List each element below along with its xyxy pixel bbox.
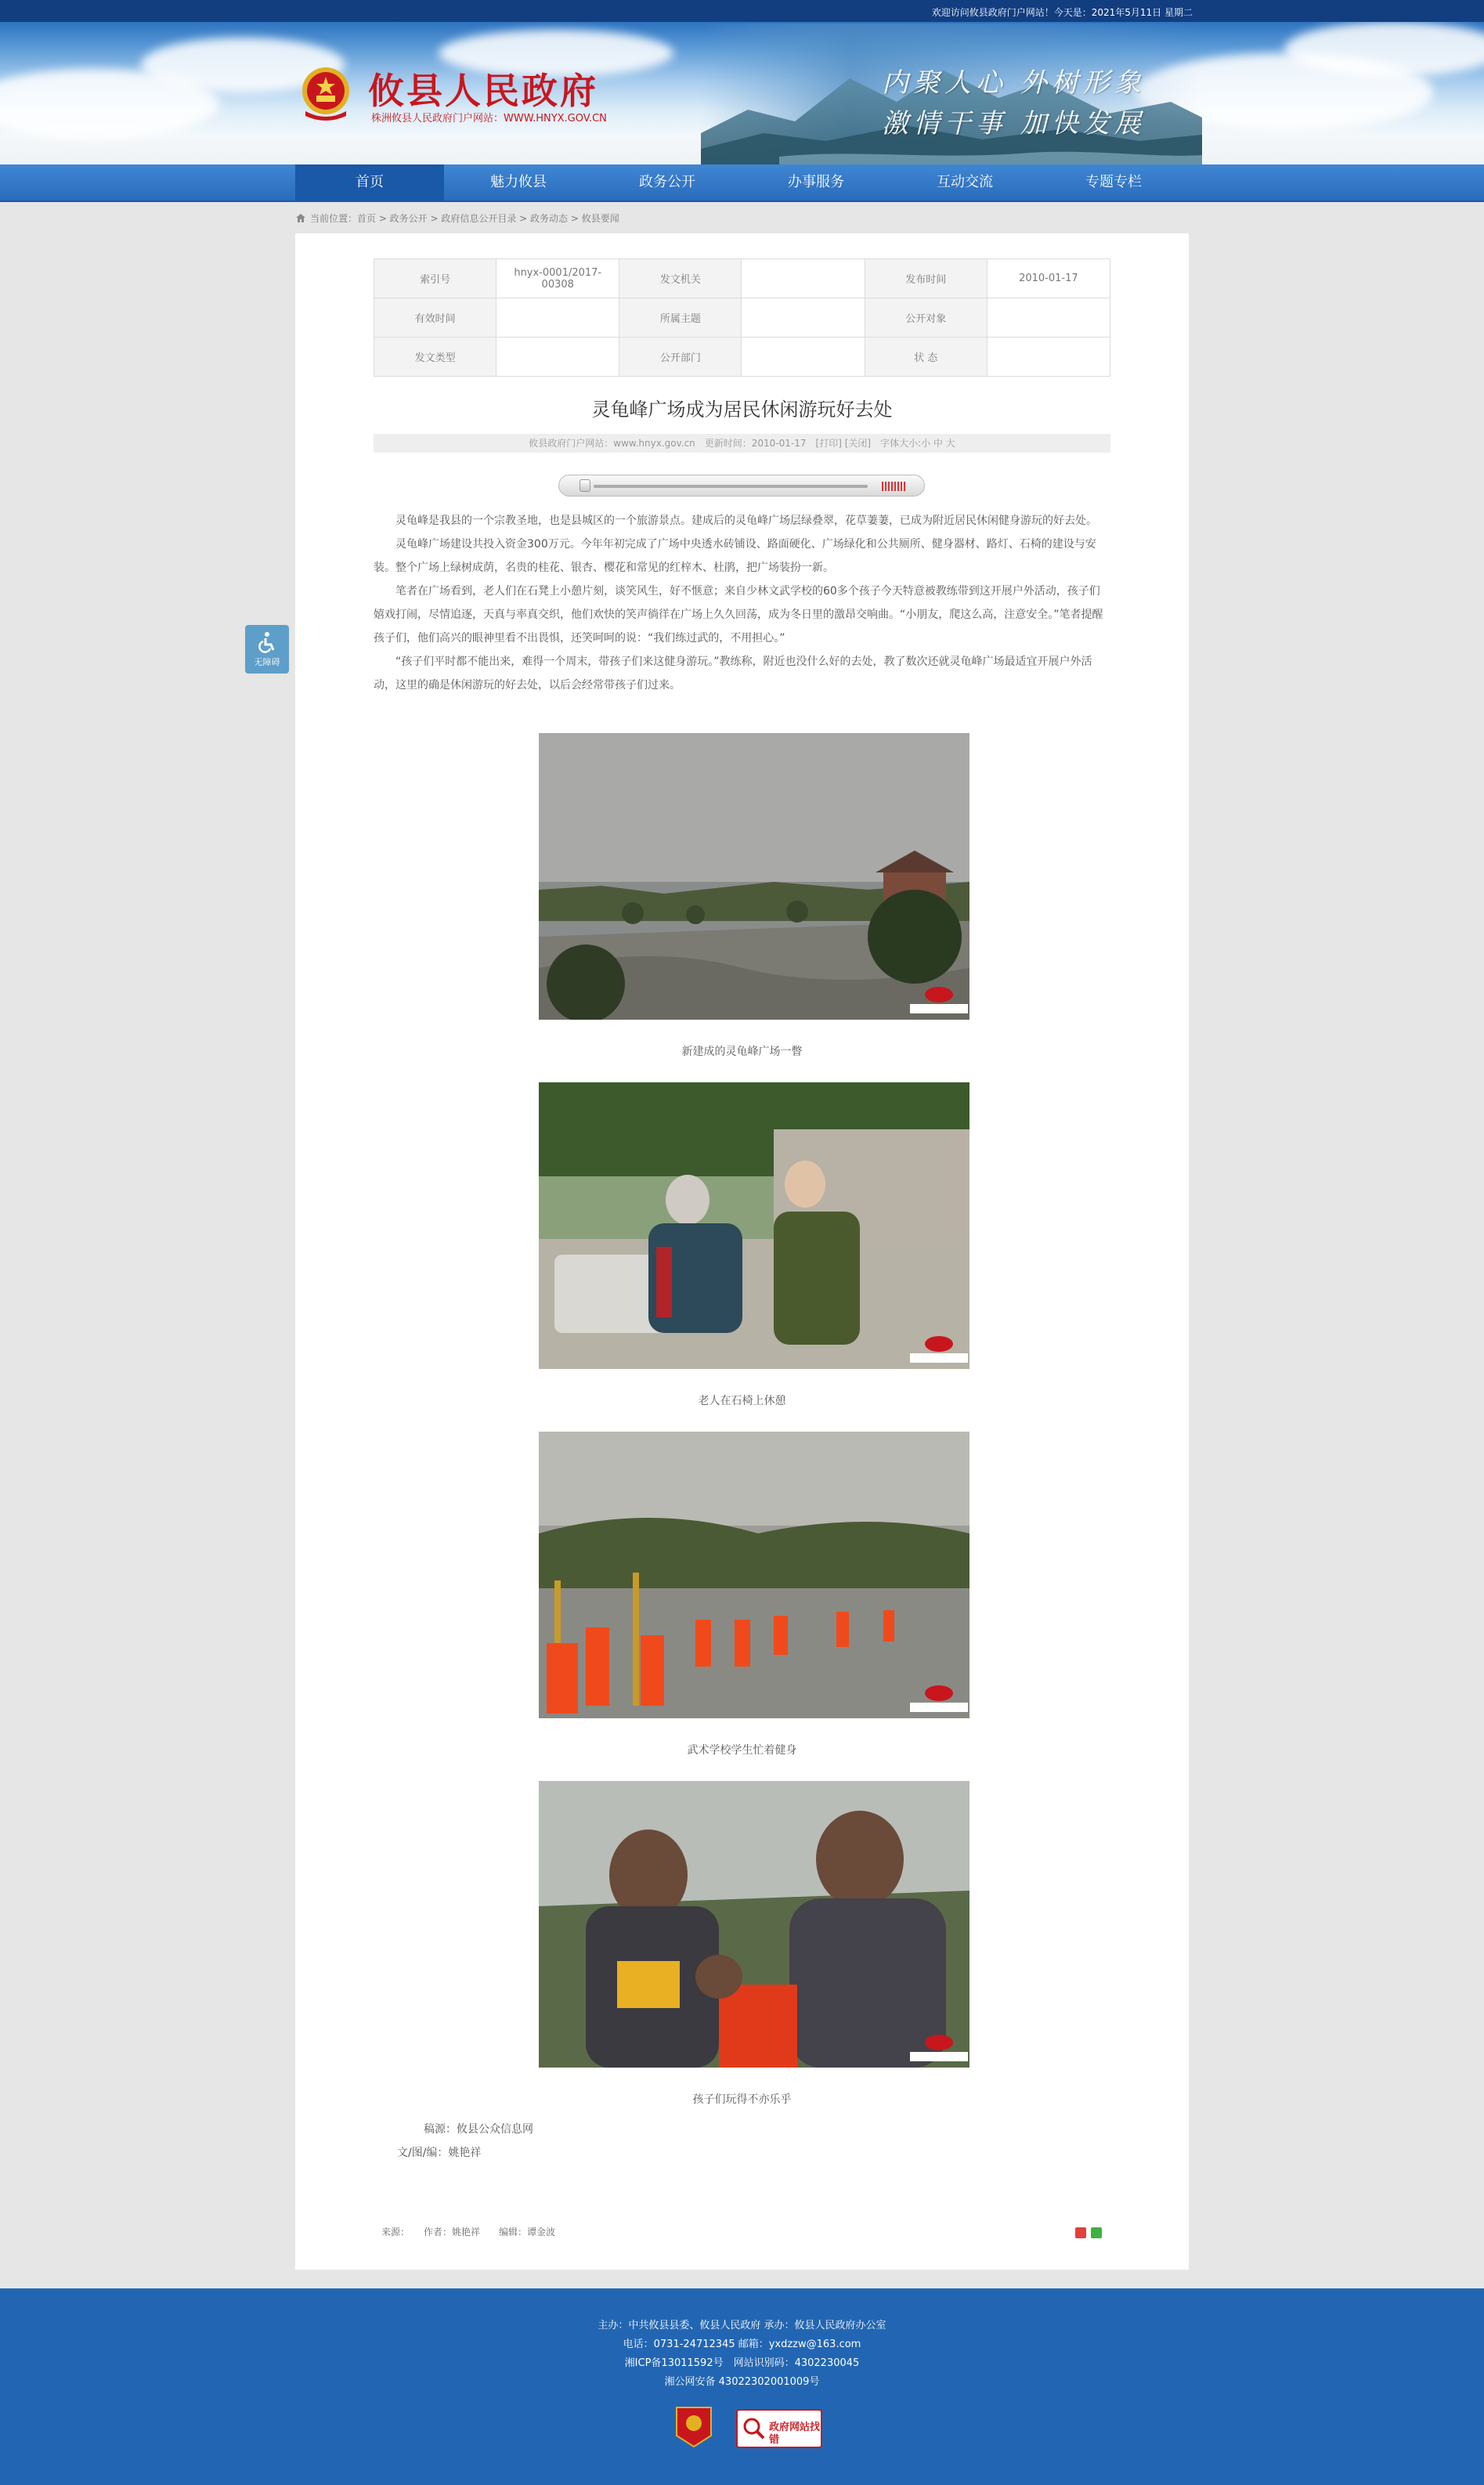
photo-caption: 孩子们玩得不亦乐乎 xyxy=(692,2093,792,2106)
meta-label: 公开部门 xyxy=(619,338,742,377)
welcome-message: 欢迎访问攸县政府门户网站！今天是：2021年5月11日 星期二 xyxy=(931,7,1193,18)
nav-item-charm[interactable]: 魅力攸县 xyxy=(490,174,547,190)
footer-contact: 电话：0731-24712345 邮箱：yxdzzw@163.com xyxy=(623,2339,861,2350)
accessibility-button[interactable] xyxy=(245,625,289,674)
slogan-line-2: 激情干事 加快发展 xyxy=(882,108,1146,139)
home-icon xyxy=(296,214,305,222)
footer-police-record[interactable]: 湘公网安备 43022302001009号 xyxy=(664,2376,820,2388)
footer-icp[interactable]: 湘ICP备13011592号 网站识别码：4302230045 xyxy=(624,2357,860,2369)
meta-value: hnyx-0001/2017-00308 xyxy=(496,259,619,298)
meta-value xyxy=(742,338,865,377)
watermark-logo xyxy=(907,1682,971,1714)
nav-item-home[interactable]: 首页 xyxy=(295,164,444,200)
article-paragraph: 灵龟峰是我县的一个宗教圣地，也是县城区的一个旅游景点。建成后的灵龟峰广场层绿叠翠，花草萋萋，已成为附近居民休闲健身游玩的好去处。 xyxy=(395,515,1097,527)
meta-label: 有效时间 xyxy=(374,298,496,338)
article-foot-meta: 来源： 作者：姚艳祥 编辑：谭金波 xyxy=(381,2227,556,2238)
meta-label: 所属主题 xyxy=(619,298,742,338)
share-wechat-icon[interactable] xyxy=(1091,2227,1102,2238)
footer xyxy=(0,2288,1484,2485)
meta-value: 2010-01-17 xyxy=(987,259,1110,298)
meta-label: 公开对象 xyxy=(865,298,987,338)
meta-value xyxy=(742,298,865,338)
main-nav xyxy=(0,164,1484,202)
top-bar xyxy=(0,0,1484,22)
source-line: 稿源：攸县公众信息网 xyxy=(424,2123,533,2136)
site-title[interactable]: 攸县人民政府 xyxy=(368,70,598,112)
photo-caption: 新建成的灵龟峰广场一瞥 xyxy=(681,1046,803,1058)
nav-item-interaction[interactable]: 互动交流 xyxy=(937,174,993,190)
article-title: 灵龟峰广场成为居民休闲游玩好去处 xyxy=(591,399,893,421)
article-paragraph: “孩子们平时都不能出来，难得一个周末，带孩子们来这健身游玩。”教练称，附近也没什么好的去处，教了数次还就灵龟峰广场最适宜开展户外活动，这里的确是休闲游玩的好去处，以后会经常带孩子们过来。 xyxy=(374,656,1092,692)
nav-item-services[interactable]: 办事服务 xyxy=(788,174,844,190)
site-subtitle: 株洲攸县人民政府门户网站：WWW.HNYX.GOV.CN xyxy=(371,113,607,125)
meta-label: 发文机关 xyxy=(619,259,742,298)
nav-item-gov-affairs[interactable]: 政务公开 xyxy=(639,174,695,190)
photo-students-exercising xyxy=(539,1432,969,1718)
meta-label: 发布时间 xyxy=(865,259,987,298)
author-line: 文/图/编：姚艳祥 xyxy=(397,2147,482,2159)
player-progress-track[interactable] xyxy=(594,485,868,488)
accessibility-label: 无障碍 xyxy=(254,657,280,667)
footer-sponsor: 主办：中共攸县县委、攸县人民政府 承办：攸县人民政府办公室 xyxy=(598,2320,886,2331)
meta-value xyxy=(496,338,619,377)
photo-plaza-overview xyxy=(539,733,969,1020)
magnifier-icon xyxy=(742,2417,766,2440)
player-play-handle[interactable] xyxy=(580,479,590,492)
share-weibo-icon[interactable] xyxy=(1075,2227,1086,2238)
meta-value xyxy=(496,298,619,338)
article-paragraph: 灵龟峰广场建设共投入资金300万元。今年年初完成了广场中央透水砖铺设、路面硬化、广场绿化和公共厕所、健身器材、路灯、石椅的建设与安装。整个广场上绿树成荫，名贵的桂花、银杏、樱花和常见的红梓木、杜鹃，把广场装扮一新。 xyxy=(374,538,1096,574)
watermark-logo xyxy=(907,1333,971,1364)
nav-item-topics[interactable]: 专题专栏 xyxy=(1085,174,1142,190)
volume-icon[interactable] xyxy=(882,482,905,491)
article-paragraph: 笔者在广场看到，老人们在石凳上小憩片刻，谈笑风生，好不惬意；来自少林文武学校的60多个孩子今天特意被教练带到这开展户外活动，孩子们嬉戏打闹，尽情追逐，天真与率真交织，他们欢快的笑声徜徉在广场上久久回荡，成为冬日里的激昂交响曲。“小朋友，爬这么高，注意安全。”笔者提醒孩子们，他们高兴的眼神里看不出畏惧，还笑呵呵的说：“我们练过武的，不用担心。” xyxy=(374,585,1103,645)
report-error-badge[interactable] xyxy=(736,2409,822,2448)
metadata-table xyxy=(374,258,1110,377)
meta-label: 状 态 xyxy=(865,338,987,377)
audio-player[interactable] xyxy=(558,475,925,497)
national-emblem-icon xyxy=(301,66,351,121)
content-panel xyxy=(295,233,1189,2270)
watermark-logo xyxy=(907,984,971,1015)
header-banner xyxy=(0,22,1484,164)
meta-label: 索引号 xyxy=(374,259,496,298)
party-gov-badge-icon[interactable] xyxy=(673,2404,714,2448)
slogan-line-1: 内聚人心 外树形象 xyxy=(882,67,1146,99)
wheelchair-icon xyxy=(257,631,277,653)
meta-label: 发文类型 xyxy=(374,338,496,377)
report-error-label: 政府网站找错 xyxy=(769,2422,821,2446)
breadcrumb xyxy=(296,211,619,225)
meta-value xyxy=(742,259,865,298)
watermark-logo xyxy=(907,2032,971,2063)
photo-caption: 武术学校学生忙着健身 xyxy=(687,1744,797,1757)
breadcrumb-text[interactable]: 当前位置：首页 > 政务公开 > 政府信息公开目录 > 政务动态 > 攸县要闻 xyxy=(310,213,619,224)
photo-caption: 老人在石椅上休憩 xyxy=(698,1395,786,1407)
meta-value xyxy=(987,338,1110,377)
photo-elders-resting xyxy=(539,1082,969,1369)
article-body xyxy=(374,509,1110,697)
article-info-bar[interactable]: 攸县政府门户网站：www.hnyx.gov.cn 更新时间：2010-01-17 [打印] [关闭] 字体大小:小 中 大 xyxy=(374,434,1110,453)
meta-value xyxy=(987,298,1110,338)
photo-kids-playing xyxy=(539,1781,969,2068)
